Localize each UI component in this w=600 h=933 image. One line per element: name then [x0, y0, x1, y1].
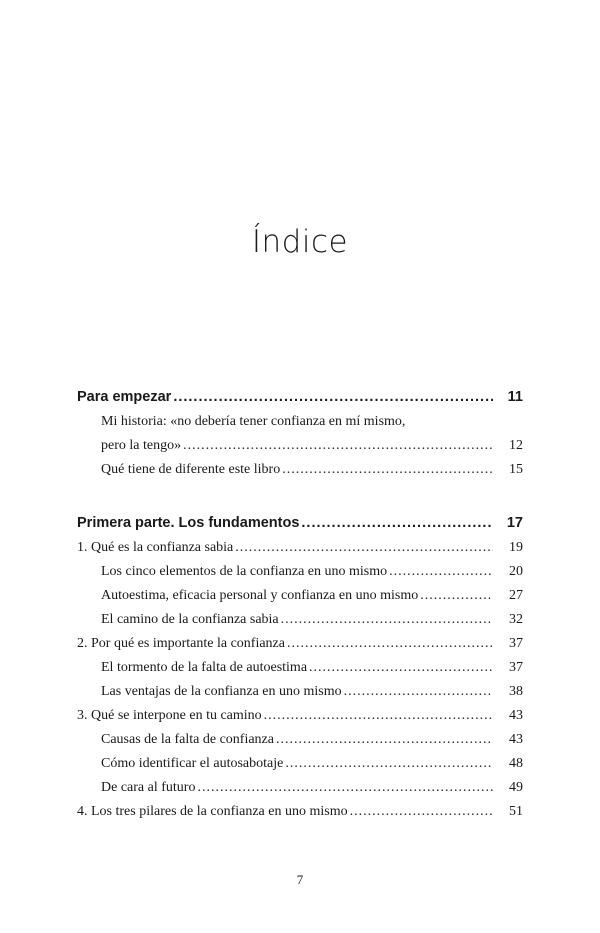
toc-page-number: 27 — [509, 588, 523, 603]
dot-leader — [276, 728, 493, 752]
toc-entry-title: El tormento de la falta de autoestima — [101, 660, 308, 675]
toc-entry-title: 3. Qué se interpone en tu camino — [77, 708, 262, 723]
table-of-contents — [77, 384, 523, 824]
toc-entry[interactable] — [77, 608, 523, 632]
toc-page-number: 32 — [509, 612, 523, 627]
toc-entry-title: Primera parte. Los fundamentos — [77, 515, 300, 531]
toc-entry[interactable] — [77, 560, 523, 584]
toc-page-number: 15 — [509, 462, 523, 477]
toc-entry-title: Mi historia: «no debería tener confianza en mí mismo, — [101, 414, 406, 429]
toc-entry[interactable] — [77, 434, 523, 458]
toc-entry-title: Autoestima, eficacia personal y confianza en uno mismo — [101, 588, 419, 603]
dot-leader — [197, 776, 493, 800]
toc-entry[interactable] — [77, 728, 523, 752]
dot-leader — [264, 704, 493, 728]
toc-entry-title: pero la tengo» — [101, 438, 182, 453]
dot-leader — [282, 458, 493, 482]
dot-leader — [281, 608, 493, 632]
toc-entry-title: El camino de la confianza sabia — [101, 612, 279, 627]
toc-entry[interactable] — [77, 752, 523, 776]
toc-entry[interactable] — [77, 776, 523, 800]
toc-part-entry[interactable] — [77, 384, 523, 410]
toc-chapter-entry[interactable] — [77, 800, 523, 824]
dot-leader — [309, 656, 493, 680]
dot-leader — [287, 632, 493, 656]
toc-entry-title: Los cinco elementos de la confianza en uno mismo — [101, 564, 388, 579]
dot-leader — [301, 510, 493, 536]
toc-entry-title: 4. Los tres pilares de la confianza en uno mismo — [77, 804, 348, 819]
toc-page-number: 43 — [509, 732, 523, 747]
toc-entry-title: Qué tiene de diferente este libro — [101, 462, 281, 477]
toc-page-number: 19 — [509, 540, 523, 555]
toc-entry[interactable] — [77, 584, 523, 608]
dot-leader — [183, 434, 493, 458]
page-title: Índice — [251, 224, 349, 260]
toc-entry[interactable] — [77, 656, 523, 680]
page-number: 7 — [296, 872, 304, 887]
dot-leader — [389, 560, 493, 584]
toc-page-number: 37 — [509, 636, 523, 651]
dot-leader — [173, 384, 493, 410]
toc-chapter-entry[interactable] — [77, 536, 523, 560]
toc-page-number: 48 — [509, 756, 523, 771]
toc-entry-title: De cara al futuro — [101, 780, 196, 795]
toc-page-number: 49 — [509, 780, 523, 795]
toc-entry-title: Para empezar — [77, 389, 172, 405]
toc-page-number: 12 — [509, 438, 523, 453]
toc-page-number: 43 — [509, 708, 523, 723]
dot-leader — [285, 752, 493, 776]
toc-chapter-entry[interactable] — [77, 704, 523, 728]
toc-entry[interactable] — [77, 680, 523, 704]
toc-chapter-entry[interactable] — [77, 632, 523, 656]
toc-entry[interactable] — [77, 458, 523, 482]
toc-page-number: 51 — [509, 804, 523, 819]
toc-entry-title: 2. Por qué es importante la confianza — [77, 636, 285, 651]
toc-part-entry[interactable] — [77, 510, 523, 536]
toc-page-number: 37 — [509, 660, 523, 675]
dot-leader — [350, 800, 493, 824]
toc-page-number: 17 — [506, 515, 523, 531]
dot-leader — [344, 680, 493, 704]
dot-leader — [235, 536, 493, 560]
toc-page-number: 20 — [509, 564, 523, 579]
dot-leader — [420, 584, 493, 608]
toc-entry[interactable] — [77, 410, 523, 434]
toc-entry-title: Causas de la falta de confianza — [101, 732, 274, 747]
toc-page-number: 11 — [507, 389, 523, 405]
toc-entry-title: Las ventajas de la confianza en uno mismo — [101, 684, 342, 699]
toc-page-number: 38 — [509, 684, 523, 699]
toc-entry-title: 1. Qué es la confianza sabia — [77, 540, 234, 555]
toc-entry-title: Cómo identificar el autosabotaje — [101, 756, 284, 771]
